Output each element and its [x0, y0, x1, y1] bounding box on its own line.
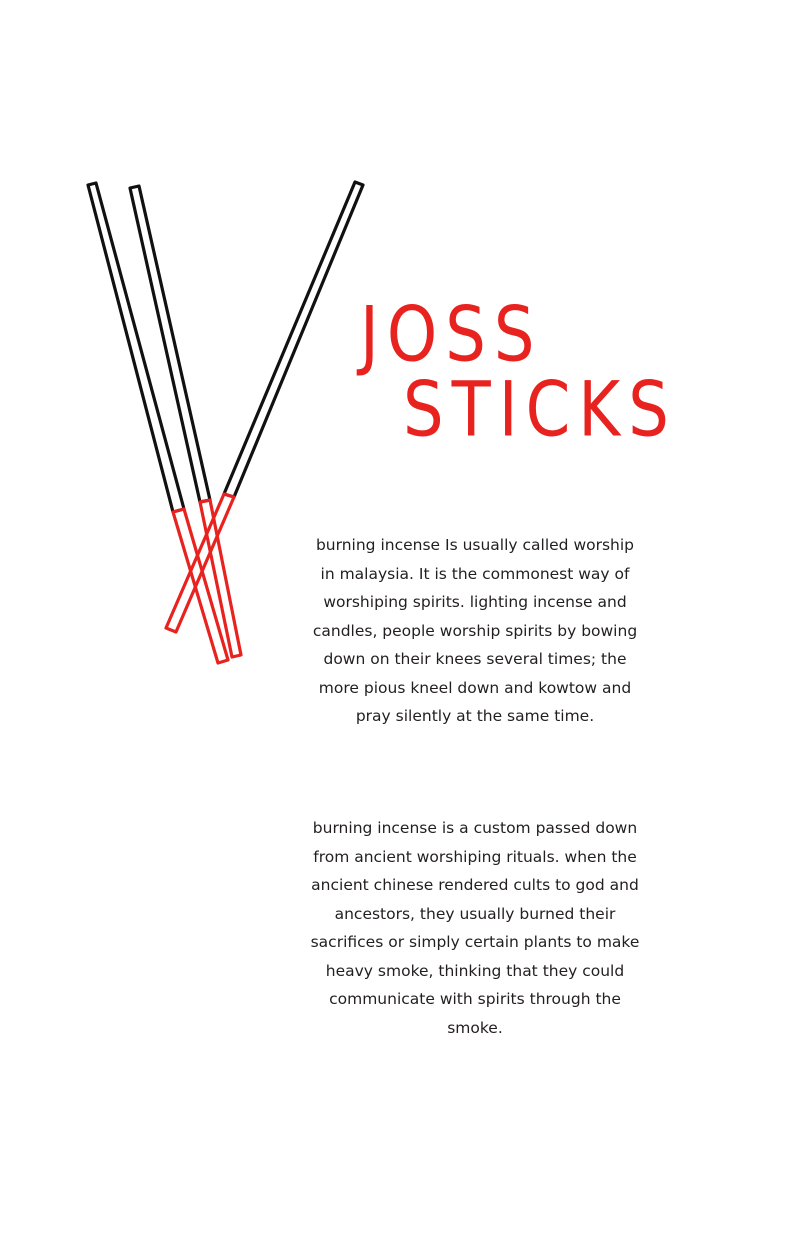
title-sticks: STICKS — [403, 367, 677, 455]
stick-1-black-segment — [88, 183, 184, 512]
body-paragraph-1: burning incense Is usually called worship in malaysia. It is the commonest way of worshiping spirits. lighting incense and candles, people worship spirits by bowing down on their knees several times; the more pious kneel down and kowtow and pray silently at the same time. — [312, 536, 638, 725]
body-paragraph-2: burning incense is a custom passed down from ancient worshiping rituals. when the ancient chinese rendered cults to god and ancestors, they usually burned their sacrifices or simply certain plants to make heavy smoke, thinking that they could communicate with spirits through the smoke. — [310, 819, 640, 1037]
incense-stick-1 — [88, 183, 228, 663]
title-joss: JOSS — [360, 292, 543, 380]
stick-3-black-segment — [224, 182, 363, 497]
